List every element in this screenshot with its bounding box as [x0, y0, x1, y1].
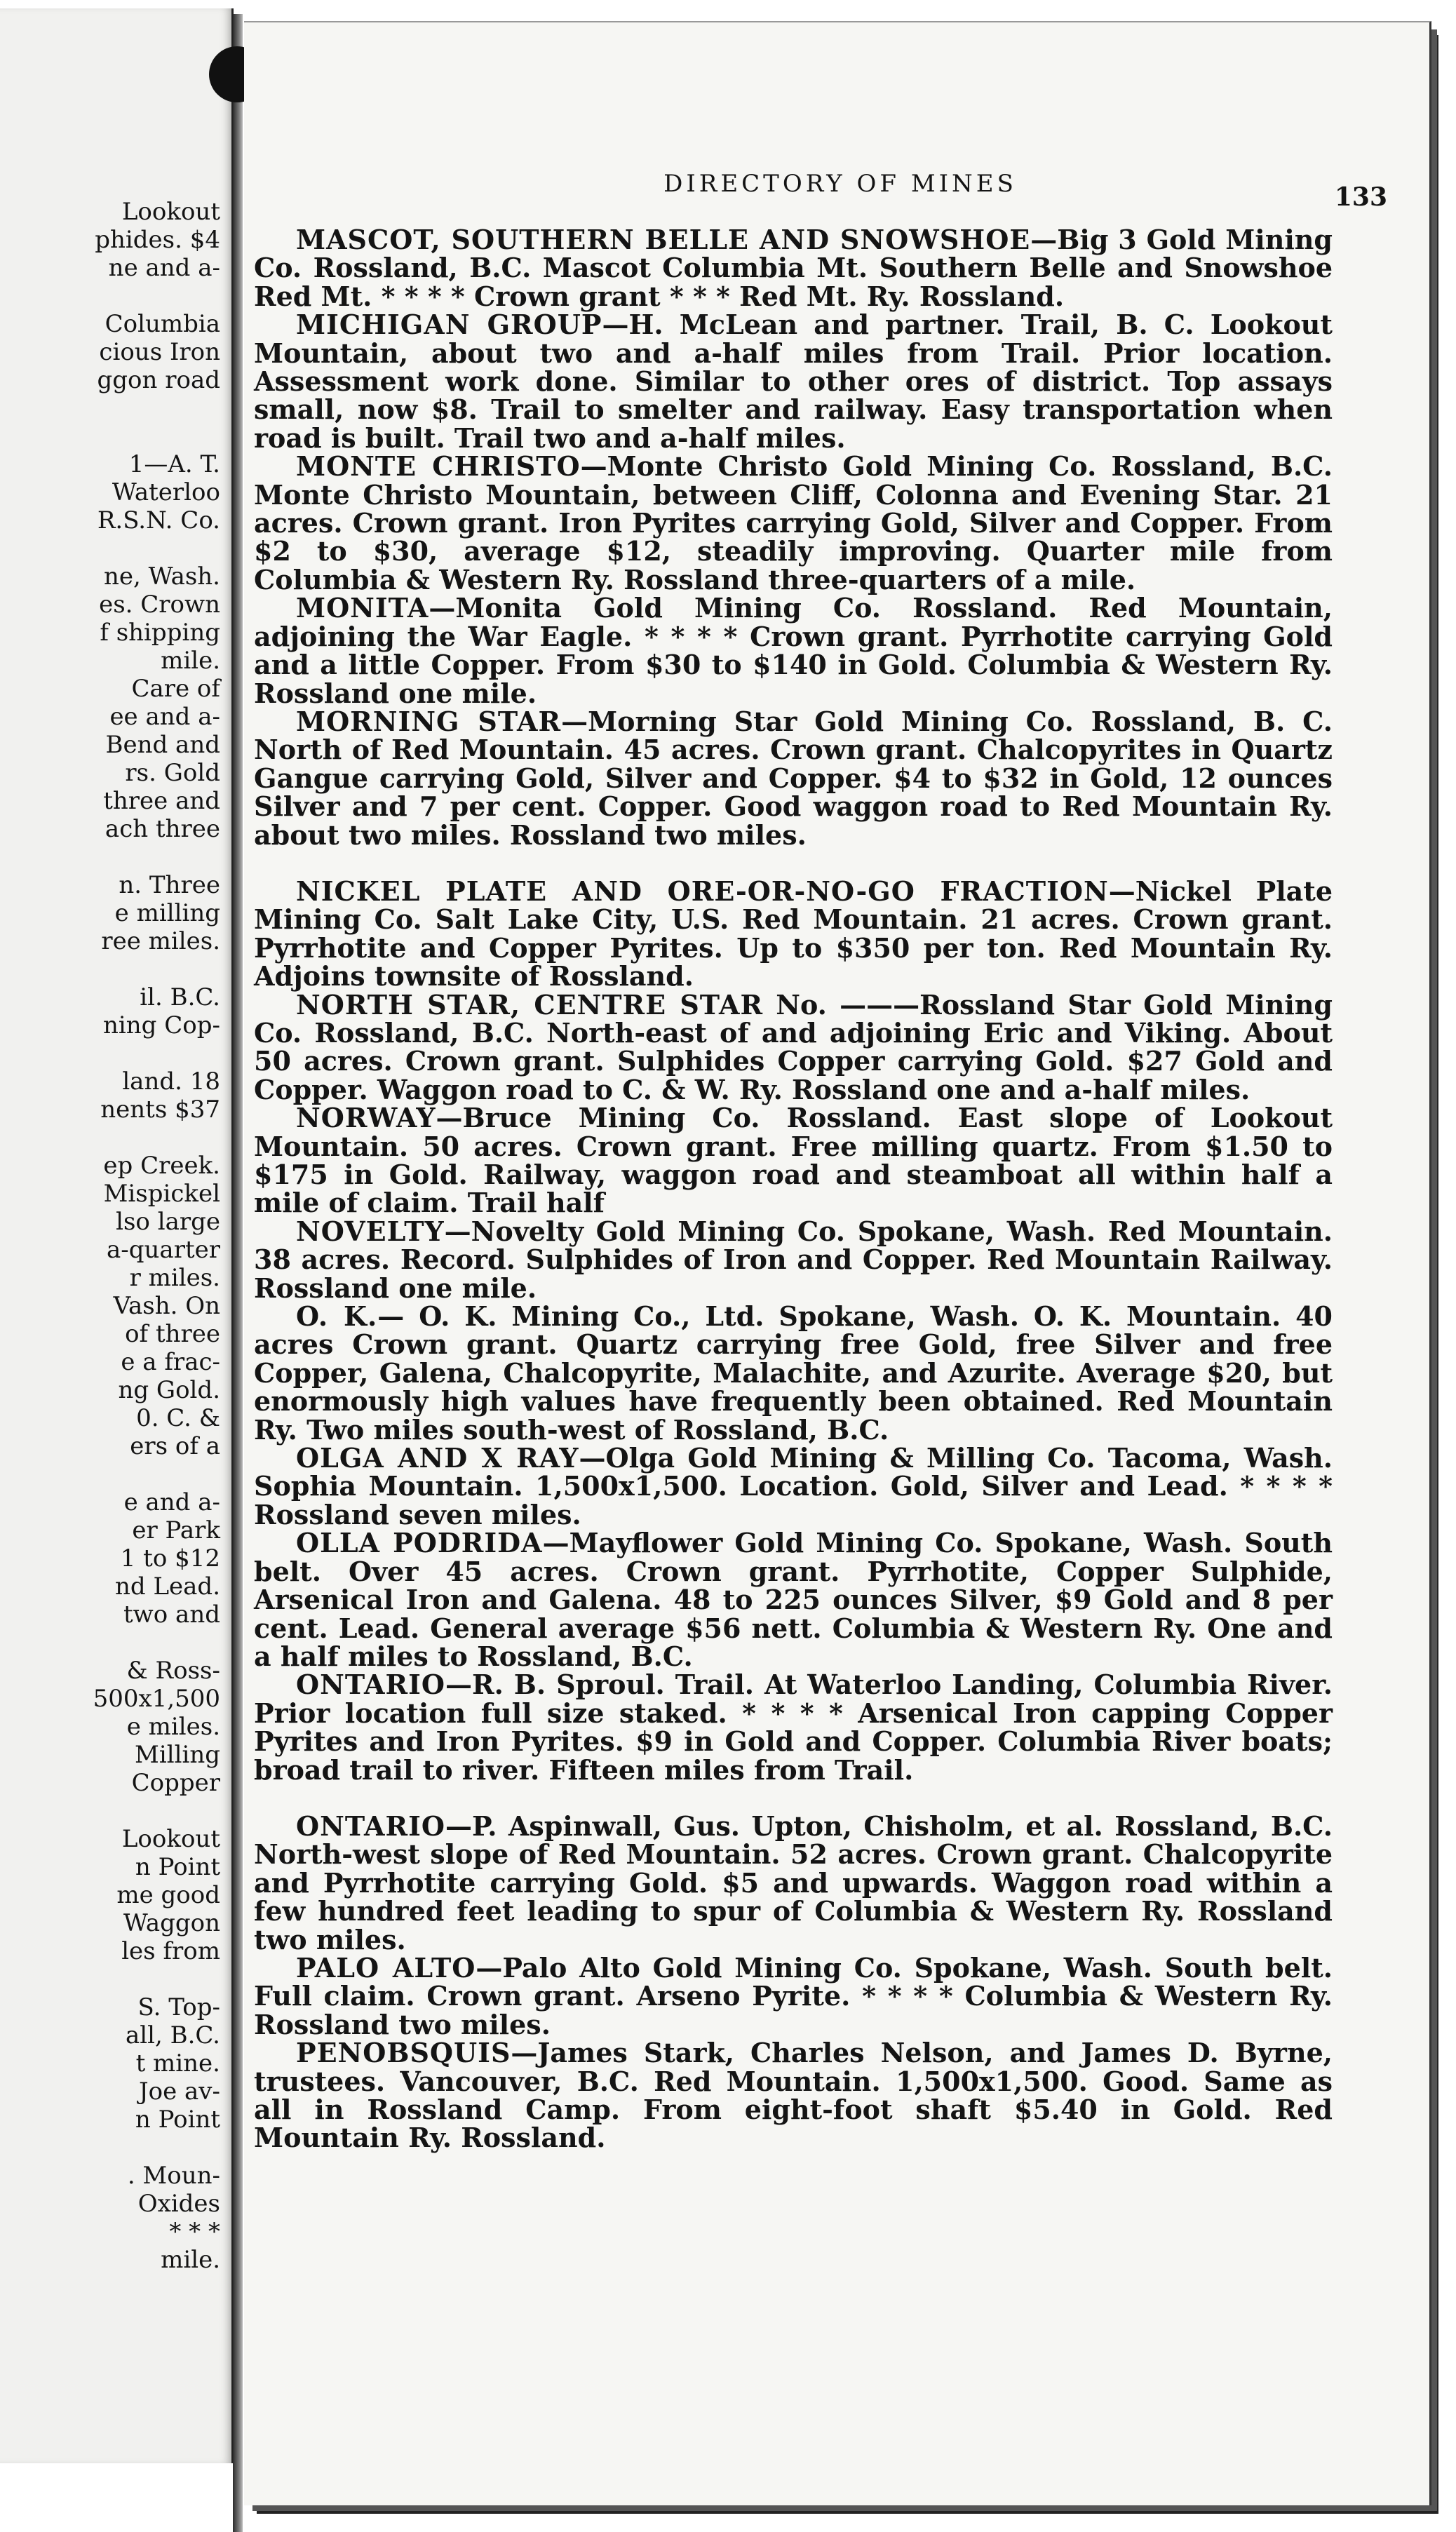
- facing-page-line: mile.: [161, 2246, 220, 2274]
- mine-details: —R. B. Sproul. Trail. At Waterloo Landing, Columbia River. Prior location full size staked. * * * * Arsenical Iron capping Copper Pyrites and Iron Pyrites. $9 in Gold and Copper. Columbia River boats; broad trail to river. Fifteen miles from Trail.: [254, 1669, 1333, 1786]
- mine-name: NORWAY: [296, 1102, 436, 1134]
- facing-page-line: 0. C. &: [136, 1404, 220, 1432]
- facing-page-line: . Moun-: [127, 2162, 220, 2190]
- mine-entry: [254, 226, 1333, 311]
- mine-name: NICKEL PLATE AND ORE-OR-NO-GO FRACTION: [296, 875, 1109, 907]
- mine-details: —James Stark, Charles Nelson, and James D. Byrne, trustees. Vancouver, B.C. Red Mountain. 1,500x1,500. Good. Same as all in Rossland Camp. From eight-foot shaft $5.40 in Gold. Red Mountain Ry. Rossland.: [254, 2037, 1333, 2154]
- mine-details: —Palo Alto Gold Mining Co. Spokane, Wash. South belt. Full claim. Crown grant. Arseno Pyrite. * * * * Columbia & Western Ry. Rossland two miles.: [254, 1951, 1333, 2040]
- mine-details: —Mayflower Gold Mining Co. Spokane, Wash. South belt. Over 45 acres. Crown grant. Pyrrhotite, Copper Sulphide, Arsenical Iron and Galena. 48 to 225 ounces Silver, $9 Gold and 8 per cent. Lead. General average $56 nett. Columbia & Western Ry. One and a half miles to Rossland, B.C.: [254, 1527, 1333, 1672]
- facing-page-line: n Point: [135, 2106, 220, 2134]
- facing-page-line: il. B.C.: [140, 983, 220, 1011]
- facing-page-line: ne, Wash.: [103, 563, 220, 591]
- facing-page-line: [0, 1797, 223, 1825]
- facing-page-line: [0, 394, 223, 422]
- mine-name: MONITA: [296, 592, 429, 624]
- facing-page-line: [0, 1460, 223, 1488]
- mine-name: ONTARIO: [296, 1810, 445, 1842]
- facing-page-line: e a frac-: [121, 1348, 220, 1376]
- facing-page-line: ggon road: [97, 366, 220, 394]
- mine-entry: [254, 1215, 1333, 1304]
- facing-page-line: e milling: [114, 899, 220, 927]
- mine-details: — O. K. Mining Co., Ltd. Spokane, Wash. O. K. Mountain. 40 acres Crown grant. Quartz carrying free Gold, free Silver and free Copper, Galena, Chalcopyrite, Malachite, and Azurite. Average $20, but enormously high values have frequently been obtained. Red Mountain Ry. Two miles south-west of Rossland, B.C.: [254, 1300, 1333, 1446]
- mine-details: —Monita Gold Mining Co. Rossland. Red Mountain, adjoining the War Eagle. * * * * Crown grant. Pyrrhotite carrying Gold and a little Copper. From $30 to $140 in Gold. Columbia & Western Ry. Rossland one mile.: [254, 592, 1333, 709]
- facing-page-line: 1 to $12: [120, 1544, 220, 1573]
- facing-page-line: Waterloo: [112, 478, 220, 506]
- facing-page-line: [0, 2134, 223, 2162]
- facing-page-line: Columbia: [105, 310, 220, 338]
- facing-page-line: [0, 534, 223, 563]
- mine-details: —P. Aspinwall, Gus. Upton, Chisholm, et al. Rossland, B.C. North-west slope of Red Mountain. 52 acres. Crown grant. Chalcopyrite and Pyrrhotite carrying Gold. $5 and upwards. Waggon road within a few hundred feet leading to spur of Columbia & Western Ry. Rossland two miles.: [254, 1810, 1333, 1955]
- facing-page-line: all, B.C.: [125, 2021, 220, 2049]
- facing-page-line: Copper: [131, 1769, 220, 1797]
- facing-page-line: [0, 1124, 223, 1152]
- facing-page-line: Care of: [131, 675, 220, 703]
- mine-name: MONTE CHRISTO: [296, 450, 581, 483]
- facing-page-line: ree miles.: [101, 927, 220, 955]
- facing-page-line: * * *: [169, 2218, 220, 2246]
- mine-name: MASCOT, SOUTHERN BELLE AND SNOWSHOE: [296, 224, 1031, 255]
- running-head: DIRECTORY OF MINES: [663, 170, 1017, 198]
- facing-page-line: Lookout: [121, 1825, 220, 1853]
- facing-page-line: er Park: [132, 1516, 220, 1544]
- mine-details: —Big 3 Gold Mining Co. Rossland, B.C. Mascot Columbia Mt. Southern Belle and Snowshoe Red Mt. * * * * Crown grant * * * Red Mt. Ry. Rossland.: [254, 224, 1333, 312]
- mine-name: OLGA AND X RAY: [296, 1442, 579, 1474]
- facing-page-line: ning Cop-: [103, 1011, 220, 1039]
- facing-page-line: three and: [103, 787, 220, 815]
- facing-page-line: [0, 1965, 223, 1993]
- facing-page-line: es. Crown: [99, 591, 220, 619]
- facing-page-line: [0, 1039, 223, 1068]
- mine-details: —Nickel Plate Mining Co. Salt Lake City, U.S. Red Mountain. 21 acres. Crown grant. Pyrrhotite and Copper Pyrites. Up to $350 per ton. Red Mountain Ry. Adjoins townsite of Rossland.: [254, 875, 1333, 992]
- mine-name: ONTARIO: [296, 1669, 445, 1701]
- mine-entry: [254, 311, 1333, 452]
- mine-name: O. K.: [296, 1300, 378, 1333]
- mine-entry: [254, 877, 1333, 991]
- mine-entry: [254, 705, 1333, 851]
- facing-page-line: a-quarter: [107, 1236, 220, 1264]
- facing-page-line: t mine.: [135, 2049, 220, 2078]
- facing-page-line: ach three: [105, 815, 220, 843]
- facing-page-line: of three: [125, 1320, 220, 1348]
- directory-page: [244, 21, 1431, 2505]
- mine-name: MORNING STAR: [296, 705, 562, 737]
- mine-name: PENOBSQUIS: [296, 2037, 511, 2069]
- facing-page-line: lso large: [116, 1208, 220, 1236]
- facing-page-line: Mispickel: [103, 1180, 220, 1208]
- facing-page-line: nd Lead.: [114, 1573, 220, 1601]
- mine-entry: [254, 1951, 1333, 2040]
- facing-page-line: Oxides: [137, 2190, 220, 2218]
- mine-entry: [254, 1529, 1333, 1671]
- mine-details: —H. McLean and partner. Trail, B. C. Lookout Mountain, about two and a-half miles from Trail. Prior location. Assessment work done. Similar to other ores of district. Top assays small, now $8. Trail to smelter and railway. Easy transportation when road is built. Trail two and a-half miles.: [254, 309, 1333, 454]
- mine-details: No. ———Rossland Star Gold Mining Co. Rossland, B.C. North-east of and adjoining Eric and Viking. About 50 acres. Crown grant. Sulphides Copper carrying Gold. $27 Gold and Copper. Waggon road to C. & W. Ry. Rossland one and a-half miles.: [254, 988, 1333, 1105]
- facing-page-line: [0, 955, 223, 983]
- facing-page-line: n Point: [135, 1853, 220, 1881]
- facing-page-text: [0, 198, 223, 2274]
- facing-page-line: ers of a: [130, 1432, 220, 1460]
- facing-page-line: 500x1,500: [93, 1685, 220, 1713]
- facing-page-line: n. Three: [119, 871, 220, 899]
- facing-page-line: two and: [123, 1601, 220, 1629]
- mine-entries: [254, 226, 1333, 2153]
- mine-entry: [254, 2039, 1333, 2153]
- facing-page-line: les from: [121, 1937, 220, 1965]
- facing-page-line: [0, 422, 223, 450]
- facing-page-line: 1—A. T.: [128, 450, 220, 478]
- facing-page-line: Milling: [135, 1741, 220, 1769]
- page-number: 133: [1334, 182, 1387, 212]
- facing-page: [0, 8, 234, 2463]
- mine-entry: [254, 1104, 1333, 1218]
- facing-page-line: f shipping: [100, 619, 220, 647]
- facing-page-line: Lookout: [121, 198, 220, 226]
- mine-entry: [254, 452, 1333, 594]
- facing-page-line: [0, 1629, 223, 1657]
- mine-entry: [254, 594, 1333, 708]
- facing-page-line: Vash. On: [113, 1292, 220, 1320]
- facing-page-line: ng Gold.: [118, 1376, 220, 1404]
- facing-page-line: R.S.N. Co.: [97, 506, 220, 534]
- facing-page-line: rs. Gold: [125, 759, 220, 787]
- facing-page-line: ee and a-: [109, 703, 220, 731]
- facing-page-line: r miles.: [129, 1264, 220, 1292]
- mine-details: —Bruce Mining Co. Rossland. East slope of Lookout Mountain. 50 acres. Crown grant. Free milling quartz. From $1.50 to $175 in Gold. Railway, waggon road and steamboat all within half a mile of claim. Trail half: [254, 1102, 1333, 1219]
- facing-page-line: Waggon: [123, 1909, 220, 1937]
- mine-name: OLLA PODRIDA: [296, 1527, 543, 1559]
- facing-page-line: e and a-: [123, 1488, 220, 1516]
- facing-page-line: Bend and: [105, 731, 220, 759]
- mine-entry: [254, 1812, 1333, 1954]
- facing-page-line: S. Top-: [137, 1993, 220, 2021]
- mine-entry: [254, 1302, 1333, 1444]
- mine-entry: [254, 1444, 1333, 1529]
- mine-name: MICHIGAN GROUP: [296, 309, 602, 341]
- mine-entry: [254, 988, 1333, 1105]
- mine-details: —Morning Star Gold Mining Co. Rossland, B. C. North of Red Mountain. 45 acres. Crown grant. Chalcopyrites in Quartz Gangue carrying Gold, Silver and Copper. $4 to $32 in Gold, 12 ounces Silver and 7 per cent. Copper. Good waggon road to Red Mountain Ry. about two miles. Rossland two miles.: [254, 705, 1333, 851]
- facing-page-line: ep Creek.: [103, 1152, 220, 1180]
- facing-page-line: e miles.: [126, 1713, 220, 1741]
- facing-page-line: [0, 282, 223, 310]
- book-gutter: [233, 14, 243, 2532]
- mine-details: —Novelty Gold Mining Co. Spokane, Wash. Red Mountain. 38 acres. Record. Sulphides of Iron and Copper. Red Mountain Railway. Rossland one mile.: [254, 1215, 1333, 1304]
- mine-name: NORTH STAR, CENTRE STAR: [296, 988, 764, 1021]
- facing-page-line: nents $37: [100, 1096, 220, 1124]
- mine-name: PALO ALTO: [296, 1951, 476, 1984]
- facing-page-line: land. 18: [122, 1068, 220, 1096]
- facing-page-line: & Ross-: [126, 1657, 220, 1685]
- facing-page-line: cious Iron: [99, 338, 220, 366]
- mine-details: —Olga Gold Mining & Milling Co. Tacoma, Wash. Sophia Mountain. 1,500x1,500. Location. Gold, Silver and Lead. * * * * Rossland seven miles.: [254, 1442, 1333, 1530]
- facing-page-line: ne and a-: [108, 254, 220, 282]
- facing-page-line: [0, 843, 223, 871]
- facing-page-line: me good: [116, 1881, 220, 1909]
- mine-name: NOVELTY: [296, 1215, 445, 1247]
- facing-page-line: mile.: [161, 647, 220, 675]
- mine-details: —Monte Christo Gold Mining Co. Rossland, B.C. Monte Christo Mountain, between Cliff, Colonna and Evening Star. 21 acres. Crown grant. Iron Pyrites carrying Gold, Silver and Copper. From $2 to $30, average $12, steadily improving. Quarter mile from Columbia & Western Ry. Rossland three-quarters of a mile.: [254, 450, 1333, 595]
- facing-page-line: Joe av-: [139, 2078, 220, 2106]
- facing-page-line: phides. $4: [95, 226, 220, 254]
- mine-entry: [254, 1671, 1333, 1784]
